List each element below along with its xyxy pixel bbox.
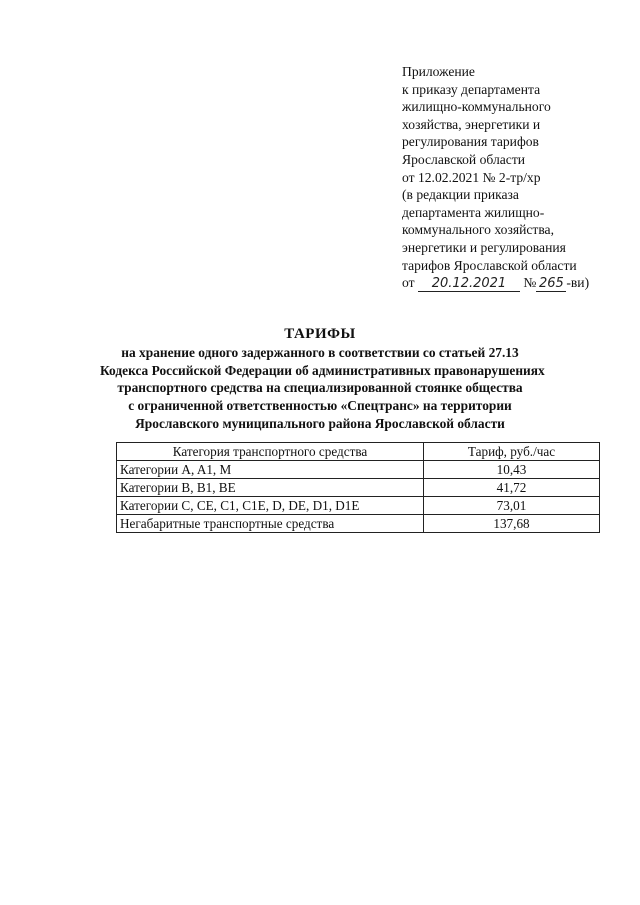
subtitle-line: Кодекса Российской Федерации об административных правонарушениях (100, 362, 545, 378)
appendix-line: Приложение (402, 64, 475, 79)
number-sign: № (523, 275, 537, 291)
table-row (117, 479, 600, 497)
appendix-line: регулирования тарифов (402, 134, 539, 150)
document-subtitle (100, 344, 545, 433)
appendix-block (402, 63, 632, 292)
number-suffix: -ви) (566, 275, 590, 291)
column-header-tariff: Тариф, руб./час (424, 443, 600, 461)
appendix-line: от 12.02.2021 № 2-тр/хр (402, 169, 541, 185)
handwritten-number: 265 (536, 277, 566, 292)
subtitle-line: транспортного средства на специализированной стоянке общества (117, 380, 523, 396)
appendix-line: тарифов Ярославской области (402, 257, 577, 273)
amendment-date-line (402, 274, 632, 292)
appendix-line: к приказу департамента (402, 81, 541, 97)
appendix-line: департамента жилищно- (402, 204, 545, 220)
tariff-cell: 137,68 (424, 515, 600, 533)
tariff-cell: 10,43 (424, 461, 600, 479)
subtitle-line: с ограниченной ответственностью «Спецтранс» на территории (128, 398, 512, 414)
date-prefix: от (402, 275, 415, 291)
appendix-line: хозяйства, энергетики и (402, 116, 541, 132)
category-cell: Категории B, B1, BE (117, 479, 424, 497)
handwritten-date: 20.12.2021 (418, 277, 520, 292)
appendix-line: энергетики и регулирования (402, 239, 566, 255)
subtitle-line: Ярославского муниципального района Ярославской области (135, 415, 505, 431)
category-cell: Категории C, CE, C1, C1E, D, DE, D1, D1E (117, 497, 424, 515)
table-row (117, 515, 600, 533)
column-header-category: Категория транспортного средства (117, 443, 424, 461)
appendix-line: Ярославской области (402, 151, 526, 167)
table-row (117, 497, 600, 515)
document-title: ТАРИФЫ (284, 326, 356, 342)
tariff-cell: 73,01 (424, 497, 600, 515)
appendix-line: жилищно-коммунального (402, 99, 551, 115)
tariffs-table (116, 442, 600, 533)
subtitle-line: на хранение одного задержанного в соответствии со статьей 27.13 (121, 345, 519, 360)
table-header-row (117, 443, 600, 461)
appendix-line: (в редакции приказа (402, 187, 519, 203)
table-row (117, 461, 600, 479)
appendix-line: коммунального хозяйства, (402, 222, 554, 238)
category-cell: Категории A, A1, M (117, 461, 424, 479)
document-heading (100, 324, 545, 433)
tariff-cell: 41,72 (424, 479, 600, 497)
category-cell: Негабаритные транспортные средства (117, 515, 424, 533)
